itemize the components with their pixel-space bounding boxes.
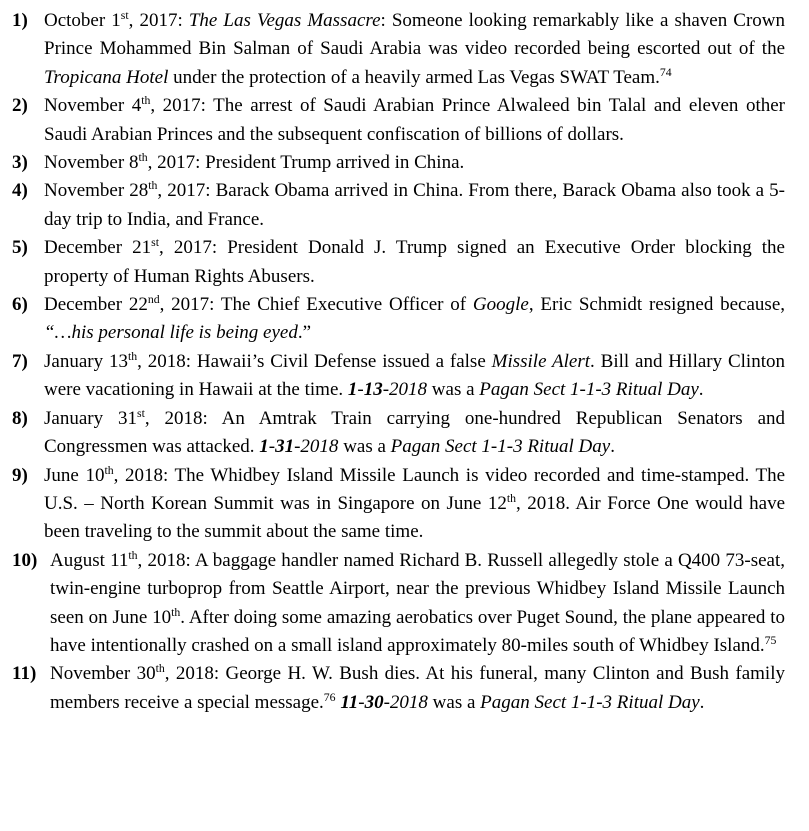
entry-number: 3) bbox=[12, 152, 28, 174]
timeline-entry bbox=[12, 462, 785, 547]
timeline-entry bbox=[12, 547, 785, 661]
entry-text bbox=[44, 177, 785, 234]
text-run: : Someone looking remarkably like a shaven Crown Prince Mohammed Bin Salman of Saudi Arabia was video recorded being escorted out of the bbox=[44, 10, 786, 60]
date-emphasis: 30 bbox=[364, 691, 384, 713]
italic-text: Missile Alert bbox=[491, 350, 591, 372]
superscript: nd bbox=[147, 293, 160, 306]
entry-number: 4) bbox=[12, 180, 28, 202]
italic-text: - bbox=[268, 436, 276, 458]
superscript: th bbox=[104, 463, 114, 477]
entry-text bbox=[44, 348, 785, 405]
text-run: under the protection of a heavily armed Las Vegas SWAT Team. bbox=[168, 66, 660, 88]
italic-text: - bbox=[358, 691, 365, 713]
timeline-entry bbox=[12, 291, 785, 348]
timeline-entry bbox=[12, 234, 785, 291]
text-run: December 21 bbox=[44, 237, 152, 259]
text-run: , 2017: President Donald J. Trump signed an Executive Order blocking the property of Human Rights Abusers. bbox=[44, 237, 785, 287]
italic-text: - bbox=[357, 379, 364, 401]
text-run: , 2018: A baggage handler named Richard B. Russell allegedly stole a Q400 73-seat, twin-engine turboprop from Seattle Airport, near the previous Whidbey Island Missile Launch seen on June 10 bbox=[50, 549, 785, 628]
text-run: . bbox=[699, 691, 705, 713]
text-run: January 13 bbox=[44, 350, 128, 372]
text-run: , 2017: The Chief Executive Officer of bbox=[159, 294, 473, 316]
text-run: December 22 bbox=[44, 294, 148, 316]
text-run: , 2017: President Trump arrived in China. bbox=[147, 152, 465, 174]
superscript: th bbox=[138, 150, 148, 164]
italic-text: Tropicana Hotel bbox=[44, 66, 169, 88]
timeline-entry bbox=[12, 149, 785, 177]
date-emphasis: 11 bbox=[340, 691, 359, 713]
superscript: th bbox=[171, 605, 181, 619]
entry-text bbox=[44, 405, 785, 462]
italic-text: -2018 bbox=[383, 691, 428, 713]
date-emphasis: 13 bbox=[363, 379, 383, 401]
entry-number: 2) bbox=[12, 95, 28, 117]
text-run: , 2018: Hawaii’s Civil Defense issued a false bbox=[137, 350, 492, 372]
superscript: 74 bbox=[659, 65, 672, 79]
text-run: was a bbox=[427, 379, 480, 401]
text-run: . bbox=[610, 436, 615, 458]
text-run: August 11 bbox=[50, 549, 129, 571]
superscript: st bbox=[151, 236, 160, 250]
timeline-entry bbox=[12, 177, 785, 234]
text-run: was a bbox=[338, 436, 391, 458]
superscript: th bbox=[141, 94, 151, 108]
text-run: . After doing some amazing aerobatics over Puget Sound, the plane appeared to have intentionally crashed on a small island approximately 80-miles south of Whidbey Island. bbox=[50, 606, 785, 656]
text-run: , Eric Schmidt resigned because, bbox=[528, 294, 786, 316]
superscript: th bbox=[128, 548, 138, 562]
entry-text bbox=[44, 234, 785, 291]
text-run: , 2018. Air Force One would have been traveling to the summit about the same time. bbox=[44, 492, 785, 543]
text-run: June 10 bbox=[44, 464, 105, 486]
entry-text bbox=[44, 7, 785, 92]
timeline-entry bbox=[12, 92, 785, 149]
entry-number: 5) bbox=[12, 237, 28, 259]
italic-text: “…his personal life is being eyed bbox=[44, 322, 298, 344]
italic-text: Pagan Sect 1-1-3 Ritual Day bbox=[479, 379, 699, 401]
text-run: January 31 bbox=[44, 407, 137, 429]
text-run: November 4 bbox=[44, 95, 142, 117]
superscript: st bbox=[137, 406, 145, 420]
superscript: th bbox=[155, 662, 165, 676]
entry-text bbox=[44, 462, 785, 547]
timeline-entry bbox=[12, 405, 785, 462]
text-run: , 2017: Barack Obama arrived in China. From there, Barack Obama also took a 5-day trip to India, and France. bbox=[44, 180, 785, 230]
entry-number: 8) bbox=[12, 407, 28, 429]
italic-text: Google bbox=[472, 294, 529, 316]
italic-text: The Las Vegas Massacre bbox=[188, 10, 381, 31]
superscript: st bbox=[120, 8, 129, 22]
italic-text: Pagan Sect 1-1-3 Ritual Day bbox=[480, 691, 700, 713]
entry-number: 10) bbox=[12, 549, 38, 571]
event-timeline-list bbox=[12, 7, 785, 717]
text-run: November 28 bbox=[44, 180, 149, 202]
superscript: 75 bbox=[764, 633, 777, 647]
superscript: th bbox=[506, 491, 516, 505]
entry-text bbox=[44, 149, 785, 177]
italic-text: Pagan Sect 1-1-3 Ritual Day bbox=[390, 436, 611, 458]
text-run: October 1 bbox=[44, 10, 121, 31]
date-emphasis: 1 bbox=[347, 379, 358, 401]
text-run: was a bbox=[427, 691, 481, 713]
entry-number: 7) bbox=[12, 350, 28, 372]
entry-number: 6) bbox=[12, 294, 28, 316]
entry-number: 11) bbox=[12, 663, 37, 685]
text-run: , 2017: bbox=[128, 10, 189, 31]
text-run: , 2018: An Amtrak Train carrying one-hundred Republican Senators and Congressmen was attacked. bbox=[44, 407, 786, 458]
superscript: th bbox=[148, 179, 158, 193]
entry-text bbox=[44, 291, 785, 348]
text-run: November 30 bbox=[50, 663, 156, 685]
text-run: November 8 bbox=[44, 152, 139, 174]
text-run: . Bill and Hillary Clinton were vacationing in Hawaii at the time. bbox=[44, 350, 785, 401]
text-run: . bbox=[698, 379, 704, 401]
text-run: , 2017: The arrest of Saudi Arabian Prince Alwaleed bin Talal and eleven other Saudi Arabian Princes and the subsequent confiscation of billions of dollars. bbox=[44, 95, 785, 145]
timeline-entry bbox=[12, 660, 785, 717]
text-run: , 2018: George H. W. Bush dies. At his funeral, many Clinton and Bush family members receive a special message. bbox=[50, 663, 785, 713]
superscript: 76 bbox=[323, 690, 336, 704]
text-run: .” bbox=[297, 322, 312, 344]
entry-text bbox=[44, 92, 785, 149]
italic-text: -2018 bbox=[382, 379, 428, 401]
date-emphasis: 1 bbox=[259, 436, 269, 458]
text-run: , 2018: The Whidbey Island Missile Launch is video recorded and time-stamped. The U.S. – North Korean Summit was in Singapore on June 12 bbox=[44, 464, 786, 514]
entry-number: 9) bbox=[12, 464, 28, 486]
date-emphasis: 31 bbox=[275, 436, 295, 458]
superscript: th bbox=[127, 349, 138, 363]
entry-text bbox=[50, 660, 785, 717]
timeline-entry bbox=[12, 348, 785, 405]
italic-text: -2018 bbox=[294, 436, 339, 458]
timeline-entry bbox=[12, 7, 785, 92]
entry-text bbox=[50, 547, 785, 661]
entry-number: 1) bbox=[12, 10, 28, 31]
